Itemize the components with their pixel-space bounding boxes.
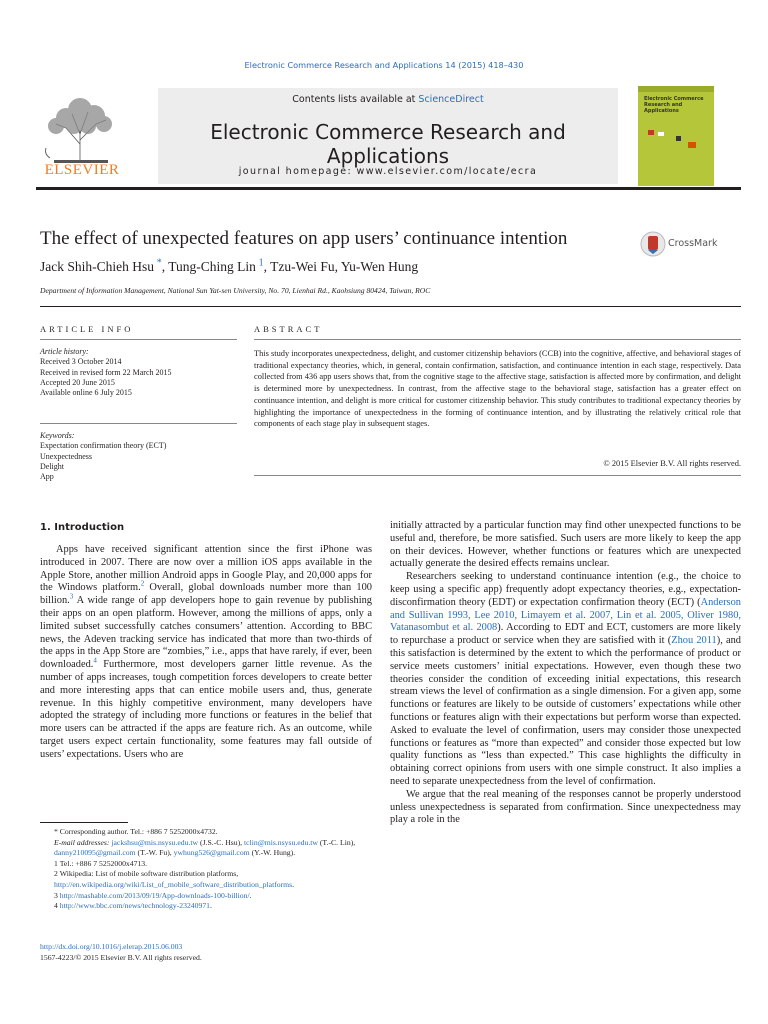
paragraph [40, 544, 372, 762]
abstract-heading: ABSTRACT [254, 324, 323, 334]
journal-cover [638, 86, 714, 186]
text-run: Furthermore, most developers garner little revenue. As the number of apps increases, tough competition forces developers to create better and more interesting apps that can entice mobile users and, thus, generate revenue. In this highly competitive environment, many developers have adopted the strategy of including more functions or features in the belief that more users can be attracted if the apps are feature rich. As an outcome, while target users expect certain functionality, some features may fall outside of users’ expectations. Users who are [40, 659, 372, 760]
footnote-link[interactable]: http://mashable.com/2013/09/19/App-downloads-100-billion/ [59, 890, 250, 900]
author-name: Tzu-Wei Fu [270, 259, 335, 274]
crossmark-badge[interactable] [640, 230, 730, 258]
journal-homepage[interactable]: journal homepage: www.elsevier.com/locate/ecra [238, 166, 538, 177]
email-owner: (T.-C. Lin), [317, 837, 356, 847]
body-column-left [40, 544, 372, 762]
keyword: Expectation confirmation theory (ECT) [40, 441, 167, 451]
elsevier-wordmark: ELSEVIER [44, 162, 120, 178]
citation-link[interactable]: Anderson and Sullivan 1993, Lee 2010, Limayem et al. 2007, Lin et al. 2005, Oliver 1980, Vatanasombut et al. 2008 [390, 596, 741, 634]
text-run: ). According to EDT and ECT, customers are more likely to repurchase a product or service when they are satisfied with it ( [390, 622, 742, 647]
text-run: ), and this satisfaction is determined by the extent to which the performance of product or service meets customers’ initial expectations. However, even though these two theories consider the condition of exceeding initial expectations, this research stream views the level of confirmation as a single dimension. For a given app, some functions or features are likely to be outside of customers’ expectations while other functions or features align with their expectations but perform worse than expected. Asked to evaluate the level of confirmation, users may consider those unexpected functions or features as “more than expected” and consider those expected but low quality functions as “less than expected.” This case highlights the difficulty in obtaining correct opinions from users with one simple construct. It also implies a need to separate unexpectedness from the level of confirmation. [390, 635, 742, 787]
footnote-link[interactable]: http://www.bbc.com/news/technology-23240971 [59, 901, 211, 911]
info-rule [40, 339, 237, 340]
footnote: 1 Tel.: +886 7 5252000x4713. [54, 858, 148, 868]
footnote: 2 Wikipedia: List of mobile software distribution platforms, http://en.wikipedia.org/wiki/List_of_mobile_software_distribution_platforms. [54, 869, 295, 889]
sciencedirect-link[interactable]: ScienceDirect [418, 94, 484, 105]
journal-citation[interactable]: Electronic Commerce Research and Applications 14 (2015) 418–430 [244, 60, 524, 70]
issn-line: 1567-4223/© 2015 Elsevier B.V. All rights reserved. [40, 953, 202, 962]
author-list: Jack Shih-Chieh Hsu *, Tung-Ching Lin $^1$, Tzu-Wei Fu, Yu-Wen Hung [40, 257, 419, 274]
header-rule [36, 187, 741, 190]
footnote-link[interactable]: http://en.wikipedia.org/wiki/List_of_mobile_software_distribution_platforms [54, 879, 293, 889]
email-link[interactable]: danny210095@gmail.com [54, 848, 136, 858]
section-rule [40, 306, 741, 307]
history-item: Received 3 October 2014 [40, 357, 122, 367]
footnote-emails [40, 838, 372, 859]
footnote-ref[interactable]: 4 [93, 656, 97, 665]
author-name: Tung-Ching Lin [168, 259, 256, 274]
contents-prefix: Contents lists available at [292, 94, 419, 105]
crossmark-label: CrossMark [668, 238, 718, 249]
author-mark[interactable]: * [156, 257, 162, 269]
abstract-rule [254, 475, 741, 476]
email-link[interactable]: jackshsu@mis.nsysu.edu.tw [111, 837, 199, 847]
footnotes [40, 827, 372, 912]
author-name: Yu-Wen Hung [340, 259, 419, 274]
history-item: Accepted 20 June 2015 [40, 377, 115, 387]
email-link[interactable]: tclin@mis.nsysu.edu.tw [244, 837, 318, 847]
history-label: Article history: [40, 347, 89, 356]
contents-line [158, 94, 618, 105]
keyword: Delight [40, 461, 64, 471]
email-owner: (J.S.-C. Hsu), [198, 837, 245, 847]
footnote-text: Wikipedia: List of mobile software distribution platforms, [59, 869, 239, 879]
article-history [40, 347, 240, 398]
email-label: E-mail addresses: [54, 837, 110, 847]
keyword: App [40, 472, 54, 482]
keywords [40, 431, 240, 482]
author-mark[interactable]: 1 [258, 257, 264, 269]
cover-title: Electronic Commerce Research and Applications [644, 96, 704, 114]
email-link[interactable]: ywhung526@gmail.com [173, 848, 250, 858]
footnote-text: Tel.: +886 7 5252000x4713. [59, 858, 148, 868]
citation-link[interactable]: Zhou 2011 [671, 635, 717, 647]
doi-link[interactable]: http://dx.doi.org/10.1016/j.elerap.2015.06.003 [40, 942, 183, 951]
body-column-right [390, 520, 741, 827]
footnote: 4 http://www.bbc.com/news/technology-23240971. [54, 901, 212, 911]
history-item: Available online 6 July 2015 [40, 388, 132, 398]
footnote: * Corresponding author. Tel.: +886 7 5252000x4732. [54, 827, 218, 836]
elsevier-logo [36, 84, 126, 184]
email-owner: (Y.-W. Hung). [249, 848, 296, 858]
footnote-ref[interactable]: 2 [140, 579, 145, 588]
history-item: Received in revised form 22 March 2015 [40, 367, 172, 377]
paragraph: We argue that the real meaning of the responses cannot be properly understood unless unexpectedness is separated from confirmation. Since unexpectedness may play a role in the [390, 788, 741, 826]
paragraph: initially attracted by a particular function may find other unexpected functions to be useful and, therefore, be more satisfied. Such users are more likely to keep the app on their devices. However, whether functions or features which are unexpected actually generate the desired effects remains unclear. [390, 520, 741, 570]
email-owner: (T.-W. Fu), [135, 848, 174, 858]
footnote-ref[interactable]: 3 [69, 592, 74, 601]
info-rule [40, 423, 237, 424]
abstract-text: This study incorporates unexpectedness, delight, and customer citizenship behaviors (CCB) into the cognitive, affective, and behavioral stages of traditional expectancy theories, which, in general, contain confirmation, satisfaction, and continuance intention in each stage, respectively. Data collected from 436 app users shows that, from the cognitive stage to the affective stage, satisfaction is affected more by confirmation, and delight is determined more by unexpectedness. In contrast, from the affective stage to the behavioral stage, satisfaction has a greater effect on continuance intention, and delight is more critical for customer citizenship behavior. This study contributes to traditional expectancy theories by highlighting the importance of unexpectedness in the forming of continuance intention, and by illustrating the relatively critical role that components of each stage play in subsequent stages. [254, 349, 741, 429]
footnote-text: Corresponding author. Tel.: +886 7 5252000x4732. [59, 827, 218, 836]
affiliation: Department of Information Management, National Sun Yat-sen University, No. 70, Lienhai Rd., Kaohsiung 80424, Taiwan, ROC [40, 286, 431, 295]
author-name: Jack Shih-Chieh Hsu [40, 259, 154, 274]
abstract-rule [254, 339, 741, 340]
article-info-heading: ARTICLE INFO [40, 324, 134, 334]
section-heading: 1. Introduction [40, 522, 125, 533]
footnote: 3 http://mashable.com/2013/09/19/App-downloads-100-billion/. [54, 890, 252, 900]
crossmark-icon [640, 230, 666, 258]
keyword: Unexpectedness [40, 451, 92, 461]
text-run: Researchers seeking to understand continuance intention (e.g., the choice to keep using a specific app) frequently adopt expectancy theories, e.g., expectation-disconfirmation theory (EDT) or expectation confirmation theory (ECT) ( [390, 571, 741, 608]
text-run: A wide range of app developers hope to gain revenue by publishing their apps on an open platform. However, among the millions of apps, only a limited subset successfully catches consumers’ attention. According to BBC news, the Adeven tracking service has indicated that more than two-thirds of the apps in the App Store are “zombies,” i.e., apps that have rarely, if ever, been downloaded. [40, 595, 372, 671]
paragraph [390, 571, 741, 789]
text-run: Apps have received significant attention since the first iPhone was introduced in 2007. There are now over a million iOS apps available in the Apple Store, another million Android apps in Google Play, and 20,000 apps for the Windows platform. [40, 544, 372, 594]
text-run: Overall, global downloads number more than 100 billion. [40, 582, 372, 607]
footnote-rule [40, 822, 128, 823]
abstract-copyright: © 2015 Elsevier B.V. All rights reserved. [603, 459, 741, 468]
article-title: The effect of unexpected features on app users’ continuance intention [40, 228, 568, 249]
journal-name: Electronic Commerce Research and Applications [210, 120, 566, 168]
keywords-label: Keywords: [40, 431, 75, 440]
